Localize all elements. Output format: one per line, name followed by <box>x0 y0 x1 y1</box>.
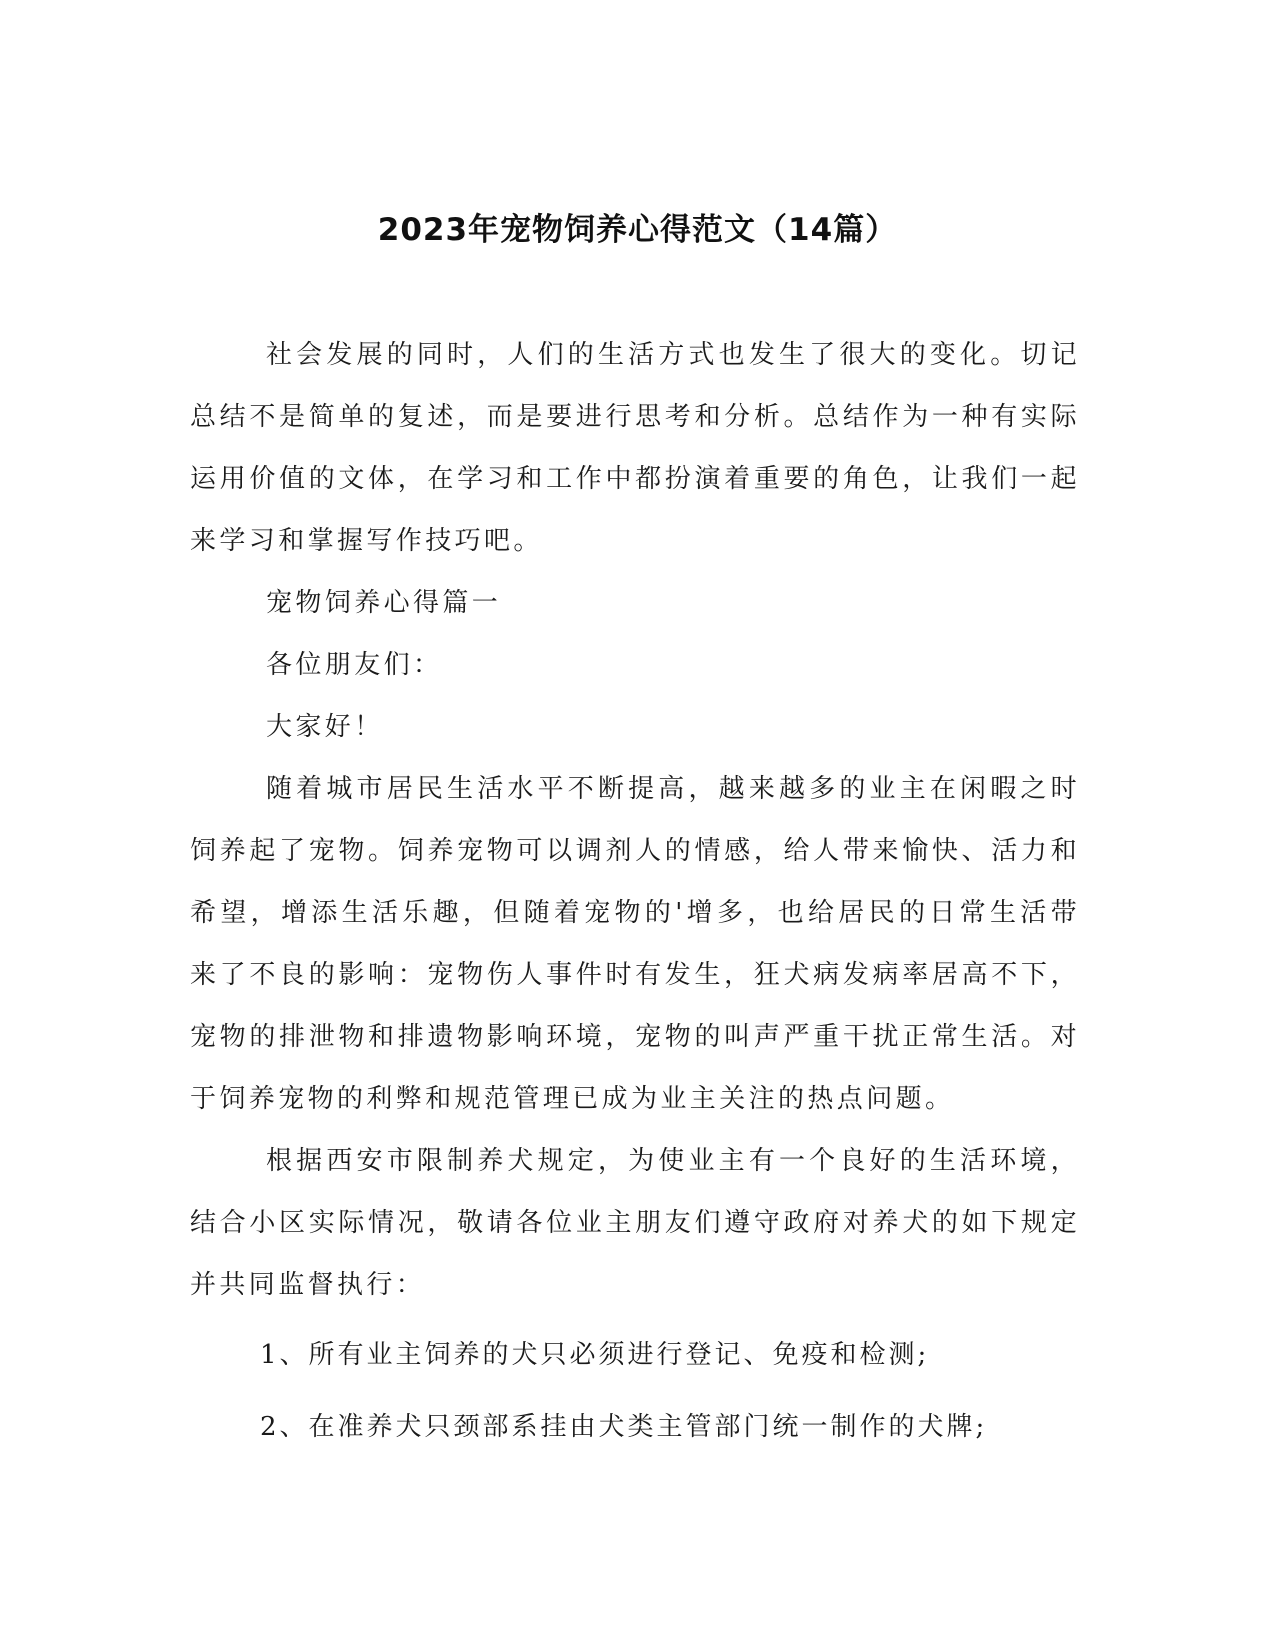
body-paragraph: 随着城市居民生活水平不断提高，越来越多的业主在闲暇之时饲养起了宠物。饲养宠物可以调剂人的情感，给人带来愉快、活力和希望，增添生活乐趣，但随着宠物的'增多，也给居民的日常生活带来了不良的影响：宠物伤人事件时有发生，狂犬病发病率居高不下，宠物的排泄物和排遗物影响环境，宠物的叫声严重干扰正常生活。对于饲养宠物的利弊和规范管理已成为业主关注的热点问题。 <box>190 774 1080 1114</box>
rule-list-item: 1、所有业主饲养的犬只必须进行登记、免疫和检测; <box>260 1340 930 1370</box>
document-body <box>190 324 1080 1460</box>
greeting: 大家好！ <box>266 712 384 742</box>
salutation: 各位朋友们： <box>266 650 443 680</box>
document-title: 2023年宠物饲养心得范文（14篇） <box>377 212 898 248</box>
section-heading: 宠物饲养心得篇一 <box>266 588 502 618</box>
rule-list-item: 2、在准养犬只颈部系挂由犬类主管部门统一制作的犬牌; <box>260 1412 988 1442</box>
body-paragraph: 根据西安市限制养犬规定，为使业主有一个良好的生活环境，结合小区实际情况，敬请各位业主朋友们遵守政府对养犬的如下规定并共同监督执行： <box>190 1146 1080 1300</box>
intro-paragraph: 社会发展的同时，人们的生活方式也发生了很大的变化。切记总结不是简单的复述，而是要进行思考和分析。总结作为一种有实际运用价值的文体，在学习和工作中都扮演着重要的角色，让我们一起来学习和掌握写作技巧吧。 <box>190 340 1080 556</box>
